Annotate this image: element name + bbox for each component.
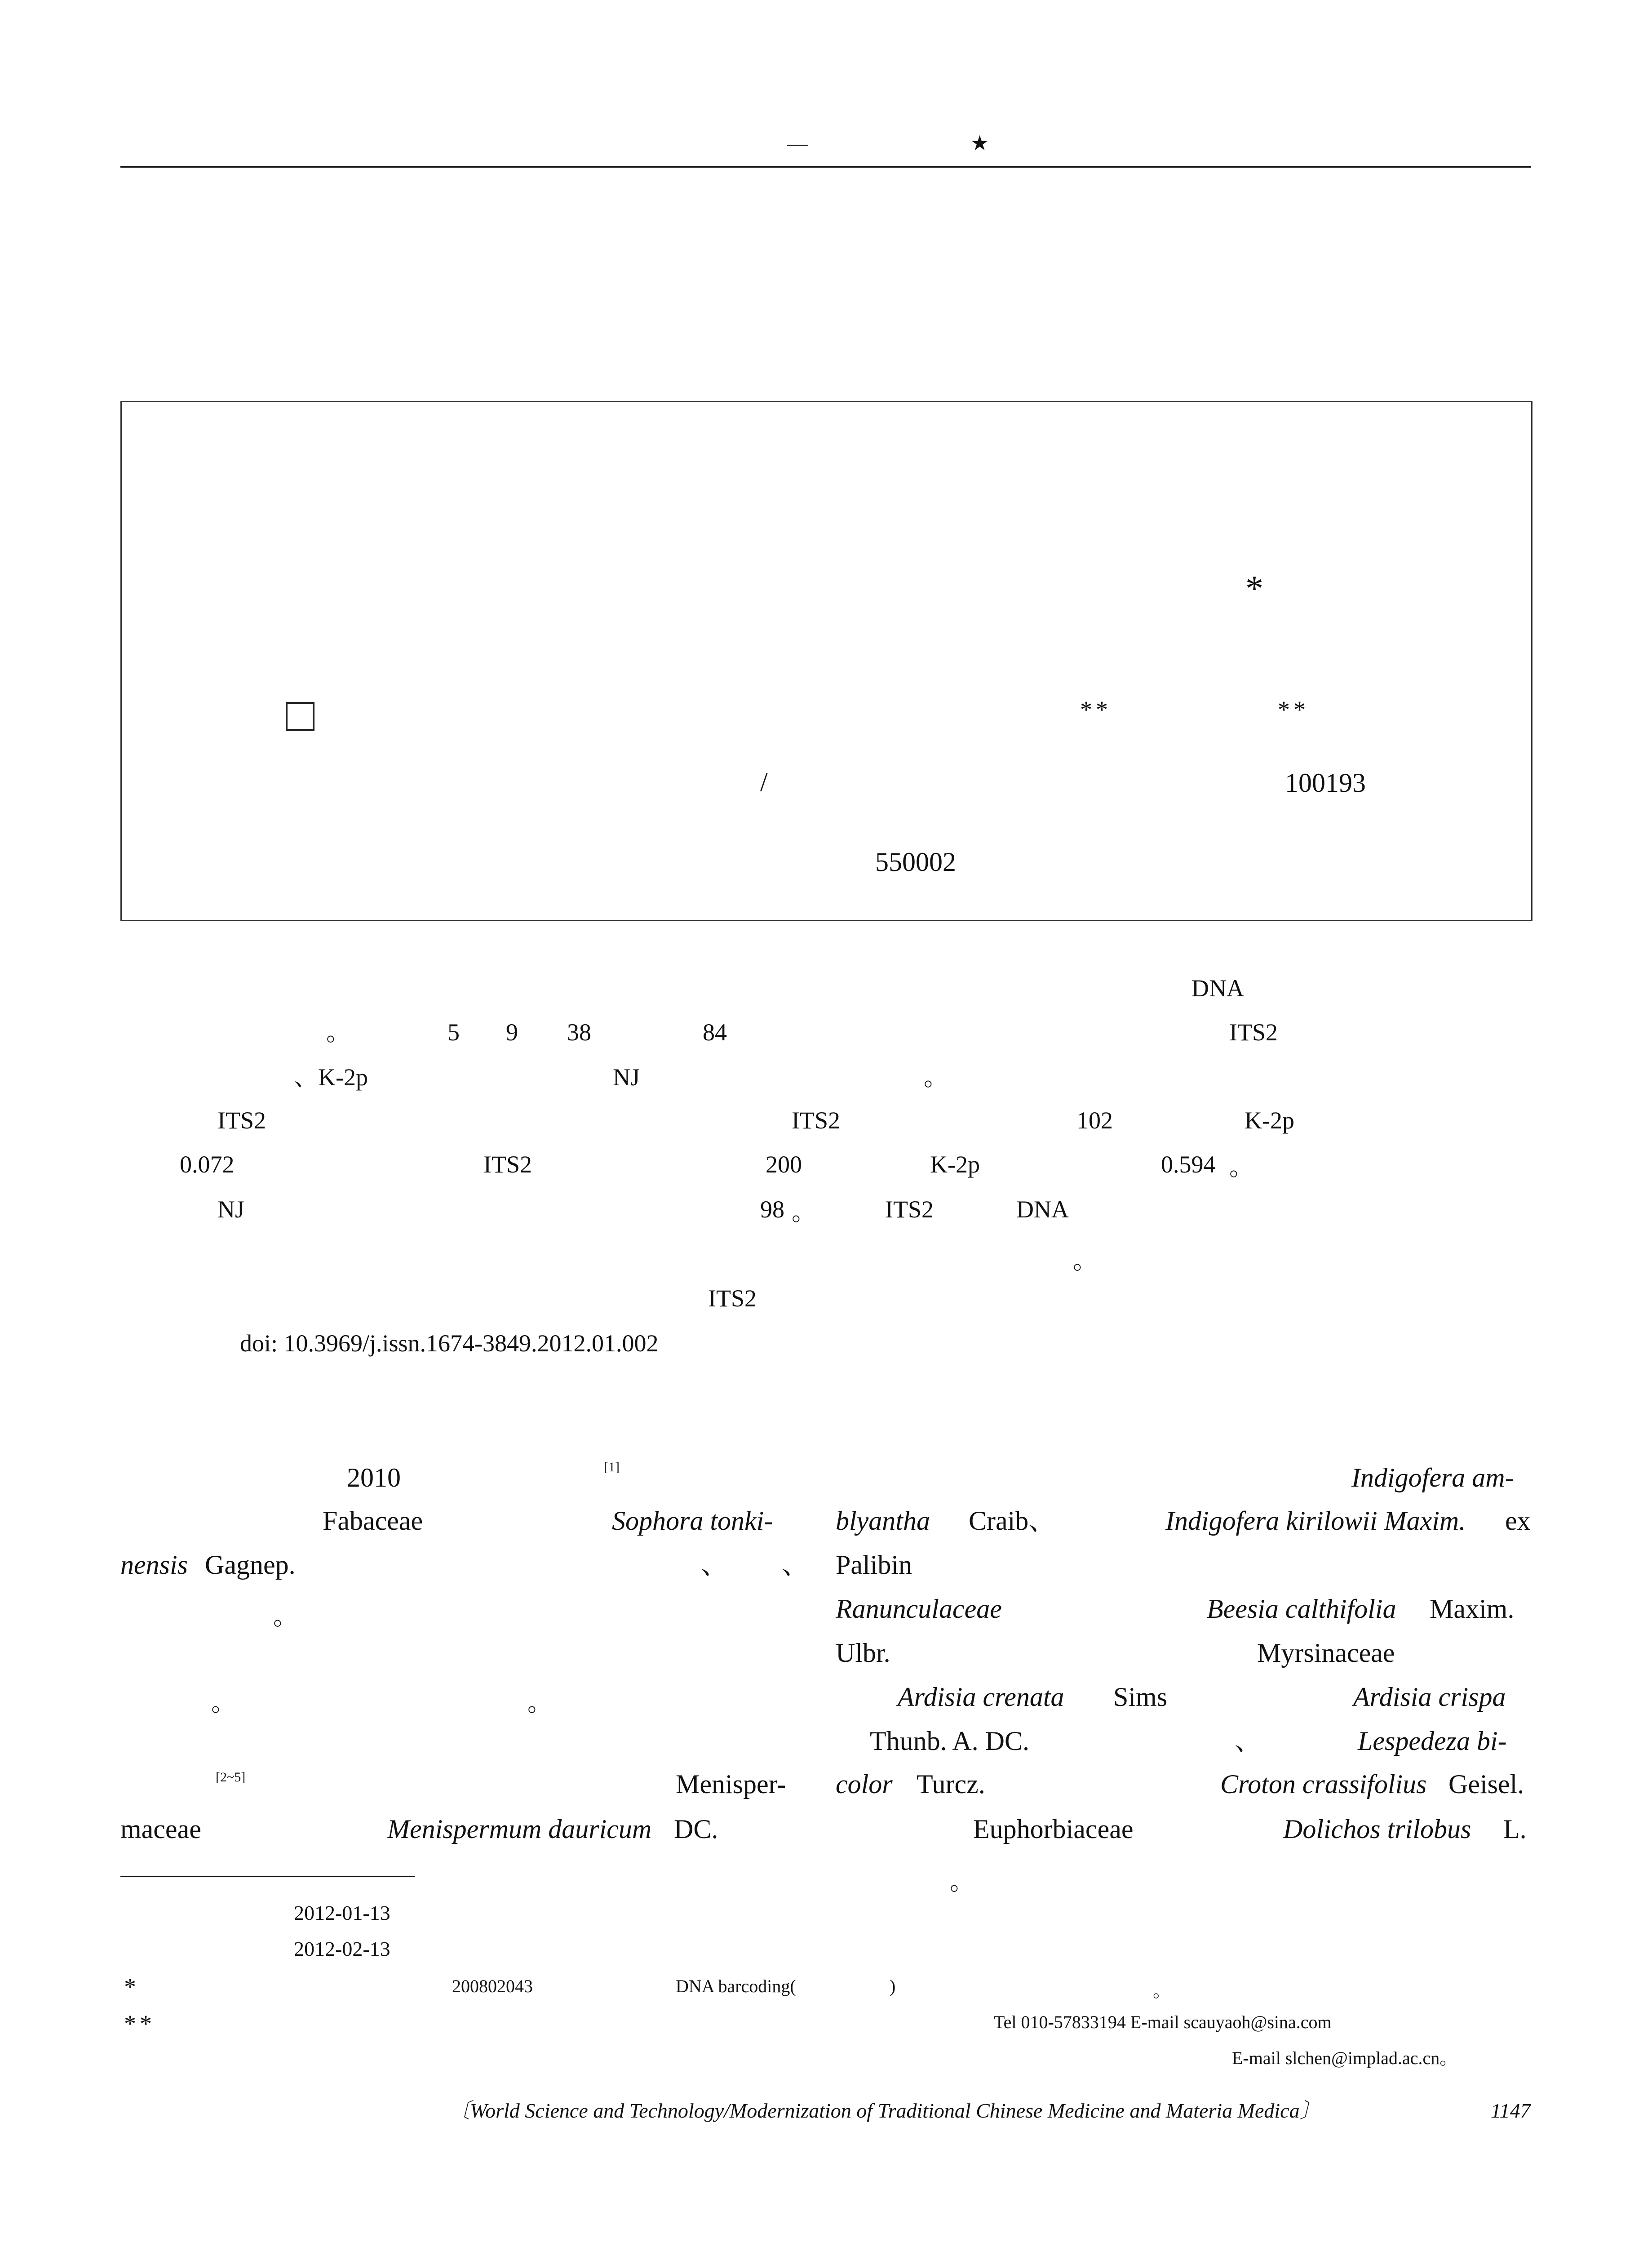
abstract-0072: 0.072 bbox=[180, 1151, 235, 1178]
abstract-dna: DNA bbox=[1191, 975, 1244, 1002]
body-dolichos: Dolichos trilobus bbox=[1283, 1814, 1471, 1844]
abstract-n9: 9 bbox=[506, 1019, 518, 1046]
footer-journal: 〔World Science and Technology/Modernization of Traditional Chinese Medicine and Materia Medica〕 bbox=[449, 2099, 1320, 2122]
square-box-icon bbox=[286, 702, 314, 731]
body-croton: Croton crassifolius bbox=[1220, 1769, 1427, 1799]
affiliation-slash: / bbox=[760, 767, 768, 797]
abstract-n102: 102 bbox=[1076, 1107, 1113, 1134]
body-lespedeza: Lespedeza bi- bbox=[1358, 1726, 1507, 1756]
title-asterisk: * bbox=[1245, 569, 1263, 608]
body-l: L. bbox=[1503, 1814, 1527, 1844]
body-year-2010: 2010 bbox=[347, 1463, 401, 1492]
body-thunb: Thunb. A. DC. bbox=[870, 1726, 1030, 1756]
body-ex: ex bbox=[1505, 1506, 1531, 1536]
footnote-email-2: E-mail slchen@implad.ac.cn。 bbox=[1232, 2048, 1458, 2068]
body-menispermum: Menispermum dauricum bbox=[387, 1814, 652, 1844]
postcode-1: 100193 bbox=[1285, 768, 1366, 798]
footnote-period-e: 。 bbox=[1153, 1981, 1171, 2001]
abstract-n84: 84 bbox=[703, 1019, 727, 1046]
body-dc: DC. bbox=[674, 1814, 718, 1844]
body-ranunculaceae: Ranunculaceae bbox=[836, 1594, 1002, 1624]
body-turcz: Turcz. bbox=[917, 1769, 985, 1799]
footnote-star-2: ** bbox=[124, 2010, 155, 2037]
abstract-period-3: 。 bbox=[1229, 1154, 1253, 1181]
body-period-a: 。 bbox=[273, 1603, 297, 1630]
abstract-period-2: 。 bbox=[924, 1064, 948, 1091]
body-sims: Sims bbox=[1113, 1682, 1168, 1712]
footnote-revised: 2012-02-13 bbox=[294, 1937, 390, 1960]
body-craib: Craib、 bbox=[969, 1506, 1056, 1536]
body-period-d: 。 bbox=[950, 1868, 974, 1895]
body-menisper: Menisper- bbox=[676, 1769, 786, 1799]
footnote-close-paren: ) bbox=[890, 1976, 896, 1996]
body-myrsinaceae: Myrsinaceae bbox=[1257, 1638, 1395, 1668]
body-fabaceae: Fabaceae bbox=[323, 1506, 423, 1536]
body-ulbr: Ulbr. bbox=[836, 1638, 890, 1668]
body-gagnep: Gagnep. bbox=[205, 1550, 296, 1580]
body-geisel: Geisel. bbox=[1448, 1769, 1524, 1799]
body-period-b: 。 bbox=[211, 1689, 235, 1716]
footnote-rule bbox=[120, 1876, 415, 1877]
author-mark-1: ** bbox=[1080, 696, 1112, 723]
body-sophora: Sophora tonki- bbox=[612, 1506, 773, 1536]
body-ardisia-crispa: Ardisia crispa bbox=[1353, 1682, 1506, 1712]
body-nensis: nensis bbox=[120, 1550, 188, 1580]
abstract-dna-b: DNA bbox=[1016, 1196, 1069, 1223]
header-rule bbox=[120, 166, 1531, 168]
body-period-c: 。 bbox=[527, 1689, 552, 1716]
abstract-k2p-c: K-2p bbox=[930, 1151, 980, 1178]
abstract-period-4: 。 bbox=[792, 1199, 816, 1226]
header-star-icon: ★ bbox=[970, 132, 989, 155]
footer-page-number: 1147 bbox=[1491, 2099, 1531, 2122]
body-maxim: Maxim. bbox=[1430, 1594, 1515, 1624]
abstract-0594: 0.594 bbox=[1161, 1151, 1216, 1178]
abstract-period-5: 。 bbox=[1073, 1247, 1097, 1274]
abstract-k2p-b: K-2p bbox=[1245, 1107, 1294, 1134]
body-dun-1: 、 bbox=[701, 1550, 728, 1580]
doi: doi: 10.3969/j.issn.1674-3849.2012.01.002 bbox=[240, 1330, 659, 1357]
abstract-period-1: 。 bbox=[326, 1019, 350, 1046]
body-beesia: Beesia calthifolia bbox=[1207, 1594, 1396, 1624]
body-dun-3: 、 bbox=[1235, 1726, 1262, 1756]
body-euphorbiaceae: Euphorbiaceae bbox=[973, 1814, 1134, 1844]
header-dash: — bbox=[787, 132, 808, 155]
title-box bbox=[120, 401, 1532, 921]
postcode-2: 550002 bbox=[875, 847, 956, 877]
abstract-its2-e: ITS2 bbox=[885, 1196, 934, 1223]
abstract-n5: 5 bbox=[447, 1019, 460, 1046]
footnote-received: 2012-01-13 bbox=[294, 1901, 390, 1924]
footnote-grant: 200802043 bbox=[452, 1976, 533, 1996]
abstract-n98: 98 bbox=[760, 1196, 784, 1223]
abstract-nj-a: NJ bbox=[613, 1064, 640, 1091]
keyword-its2: ITS2 bbox=[708, 1285, 757, 1312]
body-dun-2: 、 bbox=[782, 1550, 809, 1580]
abstract-k2p-a: 、K-2p bbox=[294, 1064, 368, 1091]
body-indigofera-kir: Indigofera kirilowii Maxim. bbox=[1165, 1506, 1466, 1536]
abstract-its2-b: ITS2 bbox=[217, 1107, 266, 1134]
abstract-its2-d: ITS2 bbox=[483, 1151, 532, 1178]
body-color: color bbox=[836, 1769, 893, 1799]
body-maceae: maceae bbox=[120, 1814, 201, 1844]
body-indigofera-am: Indigofera am- bbox=[1351, 1463, 1514, 1492]
body-blyantha: blyantha bbox=[836, 1506, 930, 1536]
author-mark-2: ** bbox=[1278, 696, 1309, 723]
abstract-its2-c: ITS2 bbox=[792, 1107, 840, 1134]
abstract-n200: 200 bbox=[766, 1151, 802, 1178]
footnote-tel-email: Tel 010-57833194 E-mail scauyaoh@sina.com bbox=[994, 2012, 1332, 2032]
abstract-nj-b: NJ bbox=[217, 1196, 245, 1223]
body-ref-2-5: [2~5] bbox=[216, 1770, 246, 1785]
body-ardisia-crenata: Ardisia crenata bbox=[898, 1682, 1064, 1712]
body-palibin: Palibin bbox=[836, 1550, 912, 1580]
abstract-n38: 38 bbox=[567, 1019, 591, 1046]
body-ref-1: [1] bbox=[604, 1460, 620, 1474]
footnote-dna-barcoding: DNA barcoding( bbox=[676, 1976, 796, 1996]
abstract-its2-a: ITS2 bbox=[1229, 1019, 1278, 1046]
footnote-star-1: * bbox=[124, 1973, 136, 2000]
